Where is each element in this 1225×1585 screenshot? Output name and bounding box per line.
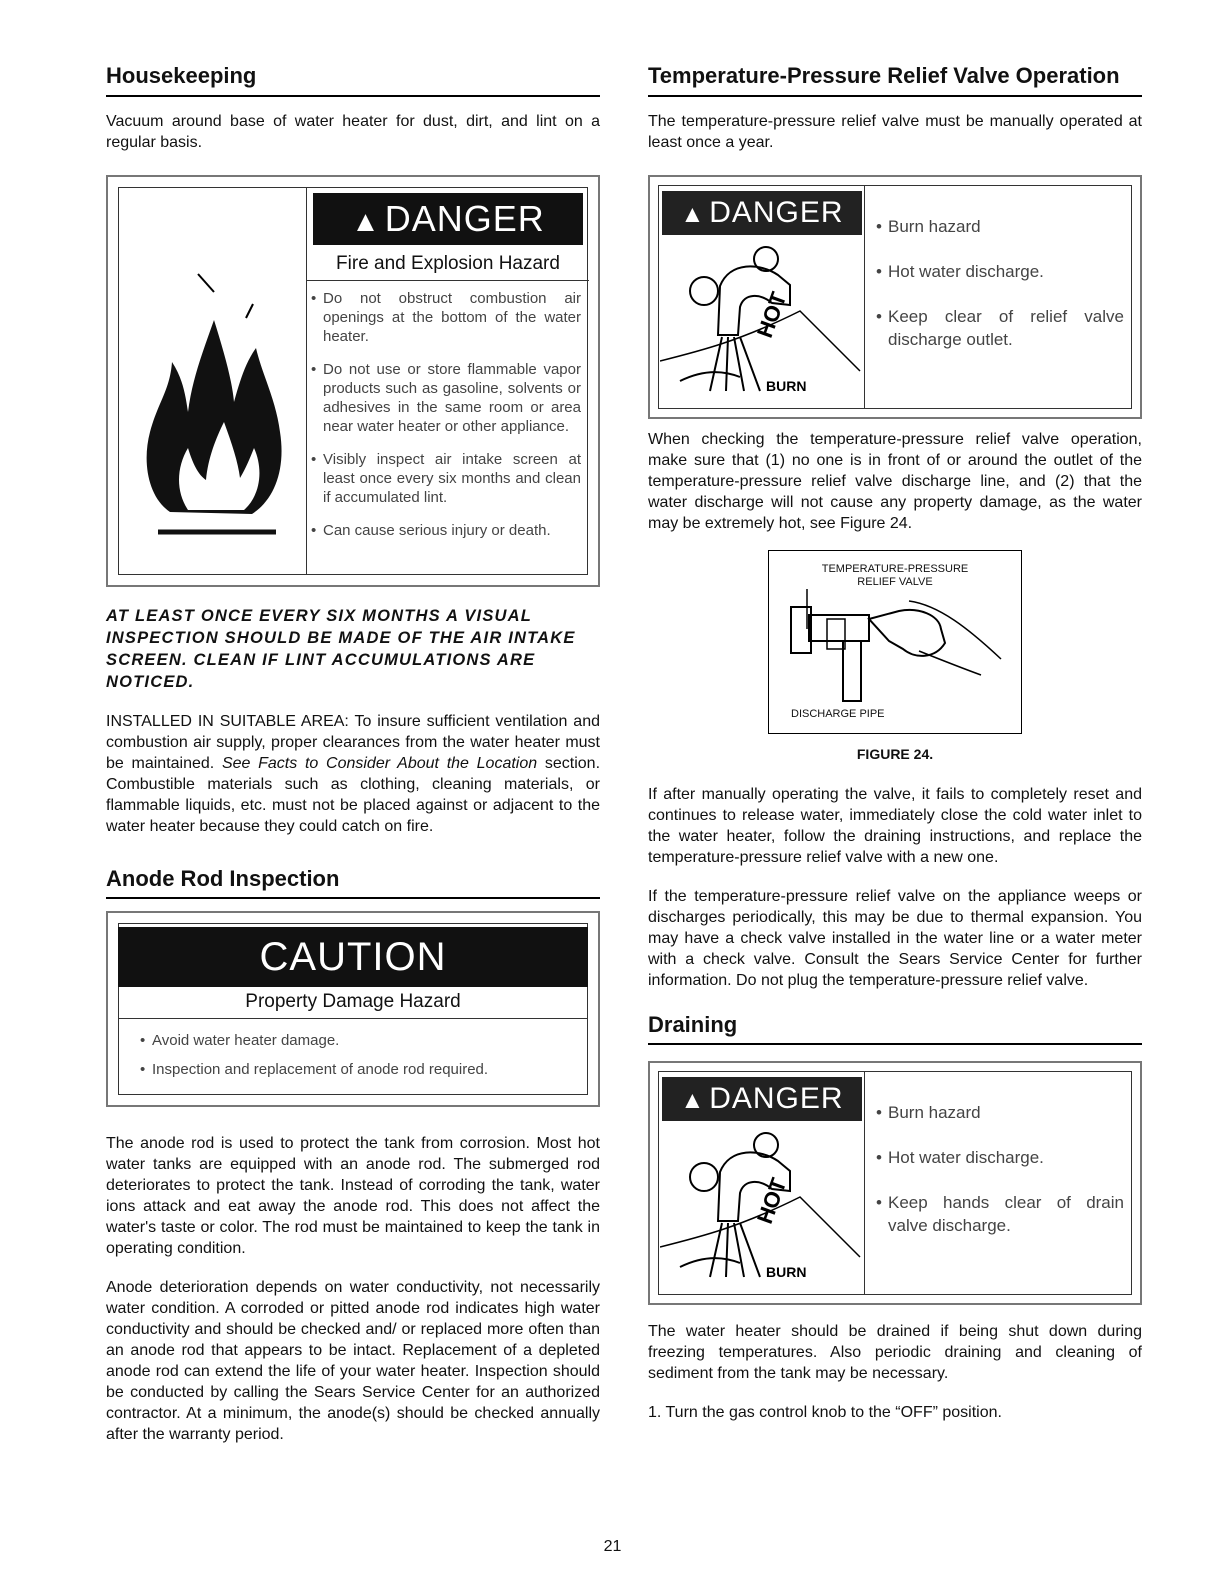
housekeeping-heading: Housekeeping (106, 62, 600, 97)
tprv-danger-item: • Burn hazard (872, 215, 1124, 238)
figure-label-top (769, 563, 1021, 589)
draining-paragraph-1: The water heater should be drained if being shut down during freezing temperatures. Also periodic draining and cleaning of sediment from the tank may be necessary. (648, 1323, 1142, 1383)
anode-heading: Anode Rod Inspection (106, 865, 600, 900)
hot-label: HOT (751, 1174, 792, 1228)
hot-label: HOT (751, 288, 792, 341)
anode-paragraph-1: The anode rod is used to protect the tank from corrosion. Most hot water tanks are equipped with an anode rod. The submerged rod deteriorates to protect the tank. Instead of corroding the tank, water ions attack and eat away the anode rod. This does not affect the water's taste or color. The rod must be maintained to keep the tank in operating condition. (106, 1135, 600, 1258)
fire-hazard-item: • Do not use or store flammable vapor products such as gasoline, solvents or adhesives in the same room or area near water heater or other appliance. (307, 360, 581, 436)
caution-title: Property Damage Hazard (118, 987, 588, 1019)
installed-area-paragraph (106, 711, 600, 837)
fire-danger-panel (306, 187, 589, 575)
draining-danger-item: • Keep hands clear of drain valve discharge. (872, 1191, 1124, 1237)
tprv-paragraph-3: If the temperature-pressure relief valve on the appliance weeps or discharges periodically, this may be due to thermal expansion. You may have a check valve installed in the water line or a water meter with a check valve. Consult the Sears Service Center for further information. Do not plug the temperature-pressure relief valve. (648, 887, 1142, 989)
tprv-paragraph-2: If after manually operating the valve, it fails to completely reset and continues to release water, immediately close the cold water inlet to the water heater, follow the draining instructions, and replace the temperature-pressure relief valve with a new one. (648, 785, 1142, 866)
figure-24 (768, 550, 1022, 734)
draining-danger-item: • Hot water discharge. (872, 1146, 1124, 1169)
burn-label: BURN (766, 377, 807, 394)
draining-heading: Draining (648, 1011, 1142, 1046)
relief-valve-icon (769, 589, 1019, 709)
fire-hazard-list (307, 281, 589, 540)
facts-reference: See Facts to Consider About the Location (221, 754, 538, 772)
warning-triangle-icon: ▲ (351, 205, 381, 238)
caution-item: • Avoid water heater damage. (136, 1031, 576, 1050)
caution-label (106, 911, 600, 1107)
draining-danger-item: • Burn hazard (872, 1101, 1124, 1124)
draining-danger-label (648, 1061, 1142, 1305)
tprv-signal-bar (662, 191, 862, 235)
caution-item: • Inspection and replacement of anode rod required. (136, 1060, 576, 1079)
danger-signal-word: DANGER (384, 197, 545, 239)
caution-signal-word: CAUTION (259, 935, 447, 980)
caution-signal-bar (118, 927, 588, 987)
warning-triangle-icon: ▲ (680, 1087, 706, 1115)
draining-danger-list (872, 1101, 1124, 1237)
figure-label-tprv: TEMPERATURE-PRESSURE (821, 562, 969, 575)
figure-label-relief: RELIEF VALVE (857, 575, 933, 588)
tprv-paragraph-1: When checking the temperature-pressure relief valve operation, make sure that (1) no one is in front of or around the outlet of the temperature-pressure relief valve discharge line, and (2) that the water discharge will not cause any property damage, as the water may be extremely hot, see Figure 24. (648, 430, 1142, 532)
anode-paragraph-2: Anode deterioration depends on water conductivity, not necessarily water condition. A corroded or pitted anode rod indicates high water conductivity and should be checked and/ or replaced more often than an anode rod that appears to be intact. Replacement of a depleted anode rod can extend the life of your water heater. Inspection should be conducted by calling the Sears Service Center for an authorized contractor. At a minimum, the anode(s) should be checked annually after the warranty period. (106, 1279, 600, 1444)
tprv-danger-item: • Keep clear of relief valve discharge outlet. (872, 305, 1124, 351)
page-number: 21 (603, 1538, 622, 1555)
left-column (106, 62, 600, 1445)
fire-hazard-item: • Do not obstruct combustion air openings at the bottom of the water heater. (307, 289, 581, 346)
housekeeping-body: Vacuum around base of water heater for dust, dirt, and lint on a regular basis. (106, 112, 600, 151)
installed-text-2: section. Combustible materials such as clothing, cleaning materials, or flammable liquids, etc. must not be placed against or adjacent to the water heater because they could catch on fire. (106, 754, 601, 835)
burn-label: BURN (766, 1264, 807, 1281)
hot-water-valve-icon (660, 1127, 865, 1287)
fire-hazard-title: Fire and Explosion Hazard (307, 249, 589, 281)
tprv-intro: The temperature-pressure relief valve must be manually operated at least once a year. (648, 112, 1142, 151)
inspection-notice: AT LEAST ONCE EVERY SIX MONTHS A VISUAL INSPECTION SHOULD BE MADE OF THE AIR INTAKE SCREEN. CLEAN IF LINT ACCUMULATIONS ARE NOTICED. (106, 606, 576, 691)
figure-caption: FIGURE 24. (856, 745, 934, 762)
tprv-heading: Temperature-Pressure Relief Valve Operation (648, 62, 1142, 97)
tprv-danger-list (872, 215, 1124, 351)
flame-icon (128, 262, 298, 562)
draining-step-1: 1. Turn the gas control knob to the “OFF” position. (648, 1404, 1002, 1422)
hot-water-valve-icon (660, 241, 865, 401)
warning-triangle-icon: ▲ (680, 200, 706, 228)
draining-signal-bar (662, 1077, 862, 1121)
fire-danger-label (106, 175, 600, 587)
danger-signal-word: DANGER (709, 1082, 844, 1116)
fire-hazard-item: • Can cause serious injury or death. (307, 521, 581, 540)
tprv-danger-label (648, 175, 1142, 419)
fire-hazard-item: • Visibly inspect air intake screen at least once every six months and clean if accumulated lint. (307, 450, 581, 507)
right-column (648, 62, 1142, 1423)
figure-label-bottom: DISCHARGE PIPE (791, 707, 885, 720)
installed-text-1: INSTALLED IN SUITABLE AREA: To insure sufficient ventilation and combustion air supply, proper clearances from the water heater must be maintained. (106, 712, 600, 772)
danger-signal-word: DANGER (709, 195, 844, 229)
tprv-danger-item: • Hot water discharge. (872, 260, 1124, 283)
caution-list (136, 1031, 576, 1079)
